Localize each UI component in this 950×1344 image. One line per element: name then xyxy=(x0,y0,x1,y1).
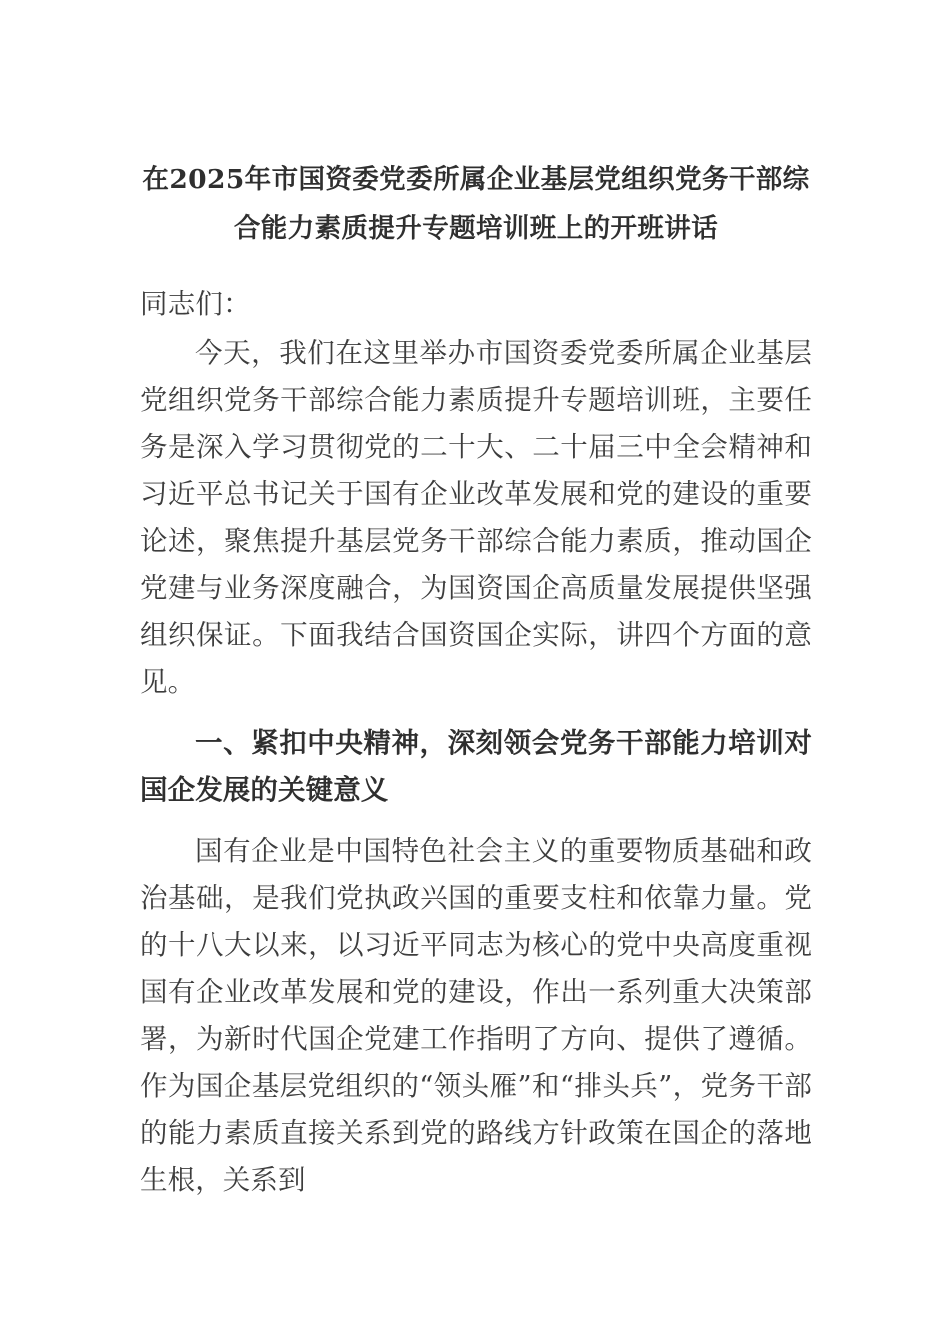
paragraph-opening: 今天，我们在这里举办市国资委党委所属企业基层党组织党务干部综合能力素质提升专题培训班，主要任务是深入学习贯彻党的二十大、二十届三中全会精神和习近平总书记关于国有企业改革发展和党的建设的重要论述，聚焦提升基层党务干部综合能力素质，推动国企党建与业务深度融合，为国资国企高质量发展提供坚强组织保证。下面我结合国资国企实际，讲四个方面的意见。 xyxy=(140,337,812,698)
paragraph-section-one-body: 国有企业是中国特色社会主义的重要物质基础和政治基础，是我们党执政兴国的重要支柱和依靠力量。党的十八大以来，以习近平同志为核心的党中央高度重视国有企业改革发展和党的建设，作出一系列重大决策部署，为新时代国企党建工作指明了方向、提供了遵循。作为国企基层党组织的“领头雁”和“排头兵”，党务干部的能力素质直接关系到党的路线方针政策在国企的落地生根，关系到 xyxy=(140,835,812,1196)
title-body-spacer xyxy=(140,271,812,281)
document-title: 在2025年市国资委党委所属企业基层党组织党务干部综合能力素质提升专题培训班上的开班讲话 xyxy=(142,164,810,244)
section-heading-spacer xyxy=(140,706,812,720)
section-heading-one: 一、紧扣中央精神，深刻领会党务干部能力培训对国企发展的关键意义 xyxy=(140,727,812,806)
heading-body-spacer xyxy=(140,814,812,828)
salutation: 同志们： xyxy=(140,288,251,320)
